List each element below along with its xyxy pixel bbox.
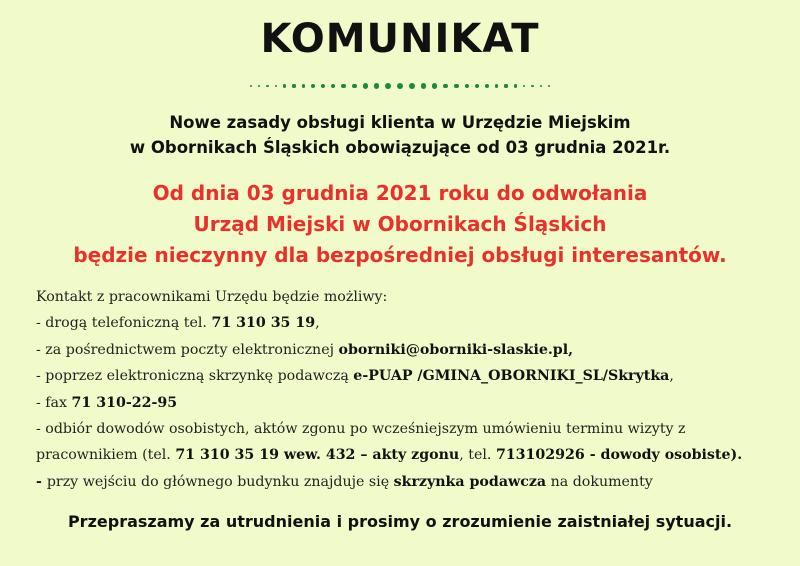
contact-fax-line <box>36 390 776 416</box>
divider-dot <box>465 84 469 88</box>
phone-suffix: , <box>315 315 320 332</box>
divider-dot <box>385 83 391 89</box>
pickup-prefix: pracownikiem (tel. <box>36 447 176 464</box>
divider-dot <box>374 83 380 89</box>
phone-prefix: - drogą telefoniczną tel. <box>36 315 212 332</box>
divider-dot <box>250 85 252 87</box>
pickup-phone-death-records: 71 310 35 19 wew. 432 – akty zgonu <box>175 447 460 464</box>
divider-dot <box>258 85 260 87</box>
pickup-mid: , tel. <box>459 447 496 464</box>
fax-number: 71 310-22-95 <box>71 394 178 411</box>
subtitle-line-1: Nowe zasady obsługi klienta w Urzędzie Miejskim <box>169 113 631 132</box>
announcement-line-2: Urząd Miejski w Obornikach Śląskich <box>193 212 607 236</box>
epuap-address: e-PUAP /GMINA_OBORNIKI_SL/Skrytka <box>353 368 670 385</box>
divider-dot <box>275 85 278 88</box>
notice-title: KOMUNIKAT <box>260 16 540 62</box>
divider-dot <box>531 85 534 88</box>
divider-dot <box>292 84 295 87</box>
divider-dot <box>523 85 526 88</box>
divider-dot <box>495 84 499 88</box>
pickup-suffix: ). <box>730 447 743 464</box>
divider-dot <box>302 84 306 88</box>
announcement-line-3: będzie nieczynny dla bezpośredniej obsługi interesantów. <box>73 243 727 267</box>
divider-dot <box>540 85 542 87</box>
contact-pickup-line-2 <box>36 442 776 468</box>
phone-number: 71 310 35 19 <box>211 315 316 332</box>
contact-epuap-line <box>36 363 776 389</box>
contact-intro: Kontakt z pracownikami Urzędu będzie możliwy: <box>36 289 388 305</box>
mailbox-dash: - <box>36 473 47 490</box>
divider-dot <box>409 83 415 89</box>
dotted-divider <box>250 80 550 92</box>
divider-dot <box>514 84 517 87</box>
divider-dot <box>363 83 368 88</box>
divider-dot <box>548 85 550 87</box>
email-address: oborniki@oborniki-slaskie.pl, <box>338 341 574 358</box>
closure-announcement <box>0 178 800 271</box>
contact-phone-line <box>36 310 776 336</box>
divider-dot <box>331 84 335 88</box>
divider-dot <box>397 83 403 89</box>
email-prefix: - za pośrednictwem poczty elektronicznej <box>36 341 339 358</box>
mailbox-suffix: na dokumenty <box>546 473 653 490</box>
divider-dot <box>475 84 479 88</box>
divider-dot <box>283 84 286 87</box>
subtitle-line-2: w Obornikach Śląskich obowiązujące od 03 grudnia 2021r. <box>129 138 671 157</box>
epuap-suffix: , <box>669 368 674 385</box>
epuap-prefix: - poprzez elektroniczną skrzynkę podawczą <box>36 368 354 385</box>
contact-mailbox-line <box>36 469 776 495</box>
divider-dot <box>341 84 346 89</box>
contact-info <box>36 284 776 495</box>
divider-dot <box>311 84 315 88</box>
divider-dot <box>432 83 437 88</box>
fax-prefix: - fax <box>36 394 72 411</box>
divider-dot <box>266 85 269 88</box>
divider-dot <box>485 84 489 88</box>
divider-dot <box>321 84 325 88</box>
divider-dot <box>352 84 357 89</box>
divider-dot <box>454 84 459 89</box>
contact-email-line <box>36 337 776 363</box>
announcement-line-1: Od dnia 03 grudnia 2021 roku do odwołania <box>152 181 648 205</box>
divider-dot <box>421 83 427 89</box>
mailbox-name: skrzynka podawcza <box>393 473 547 490</box>
pickup-phone-id-cards: 713102926 - dowody osobiste <box>495 447 731 464</box>
contact-pickup-line-1: - odbiór dowodów osobistych, aktów zgonu po wcześniejszym umówieniu terminu wizyty z <box>36 421 686 438</box>
mailbox-prefix: przy wejściu do głównego budynku znajduje się <box>46 473 394 490</box>
closing-apology: Przepraszamy za utrudnienia i prosimy o zrozumienie zaistniałej sytuacji. <box>67 512 733 531</box>
divider-dot <box>504 84 507 87</box>
divider-dot <box>443 84 448 89</box>
notice-subtitle <box>0 110 800 160</box>
